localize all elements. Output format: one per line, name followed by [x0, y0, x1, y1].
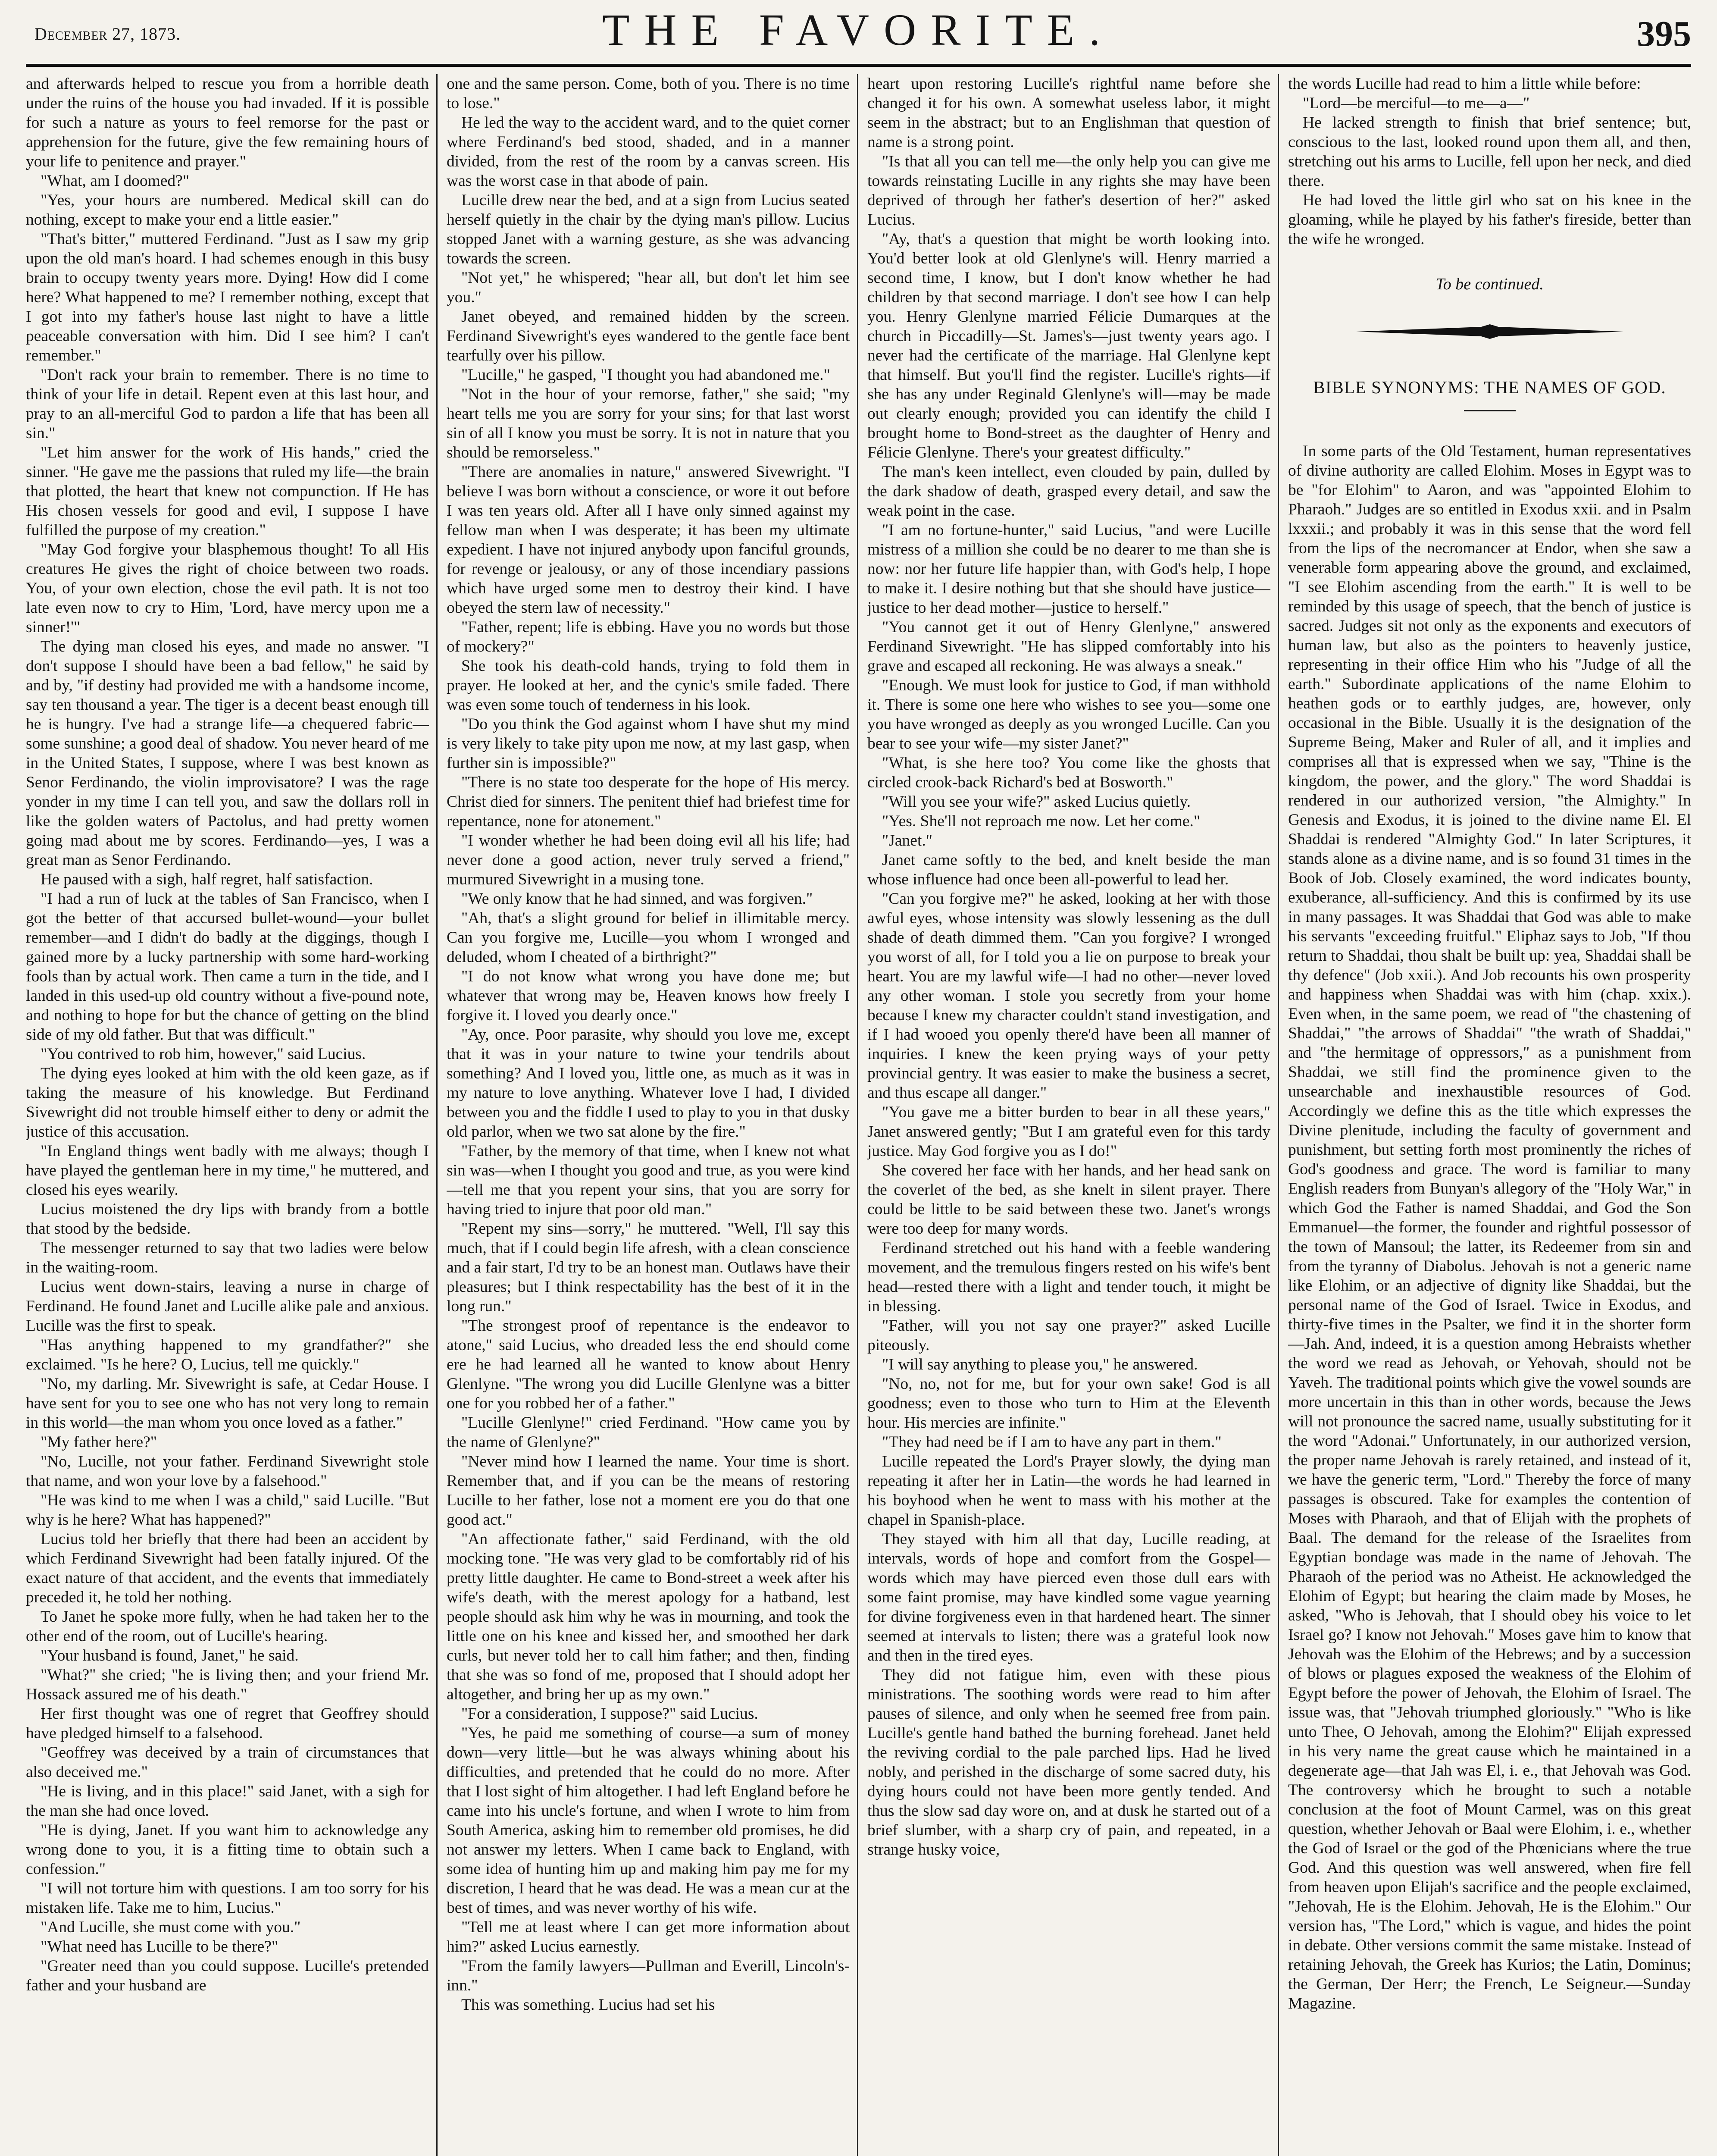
paragraph: "He is dying, Janet. If you want him to acknowledge any wrong done to you, it is a fitting time to obtain such a confession.": [26, 1821, 429, 1878]
paragraph: He paused with a sigh, half regret, half satisfaction.: [41, 871, 373, 888]
paragraph: "Enough. We must look for justice to God, if man withhold it. There is some one here who wishes to see you—some one you have wronged as deeply as you wronged Lucille. Can you bear to see your wife—my sister Janet?": [867, 677, 1270, 752]
ornamental-divider: [1356, 324, 1623, 339]
paragraph: "They had need be if I am to have any part in them.": [882, 1433, 1222, 1451]
paragraph: "Father, will you not say one prayer?" asked Lucille piteously.: [867, 1317, 1270, 1354]
paragraph: "Yes, he paid me something of course—a sum of money down—very little—but he was always whining about his difficulties, and pretended that he could do no more. After that I lost sight of him altogether. I had left England before he came into his uncle's fortune, and when I wrote to him from South America, asking him to remember old promises, he did not answer my letters. When I came back to England, with some idea of hunting him up and making him pay me for my discretion, I heard that he was dead. He was a mean cur at the best of times, and was never worthy of his wife.: [447, 1724, 850, 1917]
paragraph: The dying man closed his eyes, and made no answer. "I don't suppose I should have been a bad fellow," he said by and by, "if destiny had provided me with a handsome income, say ten thousand a year. The tiger is a decent beast enough till he is hungry. I've had a strange life—a chequered fabric—some sunshine; a good deal of shadow. You never heard of me in the United States, I suppose, where I was best known as Senor Ferdinando, the violin improvisatore? I was the rage yonder in my time I can tell you, and saw the dollars roll in like the golden waters of Pactolus, and had pretty women going mad about me by scores. Ferdinando—yes, I was a great man as Senor Ferdinando.: [26, 638, 429, 869]
column-4: [1288, 74, 1691, 2156]
paragraph: "Ah, that's a slight ground for belief in illimitable mercy. Can you forgive me, Lucille—you whom I wronged and deluded, whom I cheated of a birthright?": [447, 909, 850, 966]
paragraph: heart upon restoring Lucille's rightful name before she changed it for his own. A somewhat useless labor, it might seem in the abstract; but to an Englishman that question of name is a strong point.: [867, 75, 1270, 151]
paragraph: "You contrived to rob him, however," said Lucius.: [41, 1045, 366, 1063]
paragraph: "Ay, once. Poor parasite, why should you love me, except that it was in your nature to twine your tendrils about something? And I loved you, little one, as much as it was in my nature to love anything. Whatever love I had, I divided between you and the fiddle I used to play to you in that dusky old parlor, when we two sat alone by the fire.": [447, 1026, 850, 1141]
paragraph: "Don't rack your brain to remember. There is no time to think of your life in detail. Repent even at this last hour, and pray to an all-merciful God to pardon a life that has been all sin.": [26, 366, 429, 442]
column-rule: [857, 74, 858, 2156]
paragraph: Janet obeyed, and remained hidden by the screen. Ferdinand Sivewright's eyes wandered to the gentle face bent tearfully over his pillow.: [447, 308, 850, 364]
paragraph: "May God forgive your blasphemous thought! To all His creatures He gives the right of choice between two roads. You, of your own election, chose the evil path. It is not too late even now to cry to Him, 'Lord, have mercy upon me a sinner!'": [26, 541, 429, 636]
masthead: [0, 0, 1717, 65]
paragraph: "Father, repent; life is ebbing. Have you no words but those of mockery?": [447, 618, 850, 655]
paragraph: He had loved the little girl who sat on his knee in the gloaming, while he played by his father's fireside, better than the wife he wronged.: [1288, 191, 1691, 248]
paragraph: Her first thought was one of regret that Geoffrey should have pledged himself to a falsehood.: [26, 1705, 429, 1742]
paragraph: "We only know that he had sinned, and was forgiven.": [461, 890, 813, 908]
paragraph: and afterwards helped to rescue you from a horrible death under the ruins of the house you had invaded. If it is possible for such a nature as yours to feel remorse for the past or apprehension for the future, give the few remaining hours of your life to penitence and prayer.": [26, 75, 429, 170]
paragraph: "Can you forgive me?" he asked, looking at her with those awful eyes, whose intensity was slowly lessening as the dull shade of death dimmed them. "Can you forgive? I wronged you worst of all, for I told you a lie on purpose to break your heart. You are my lawful wife—I had no other—never loved any other woman. I stole you secretly from your home because I knew my character couldn't stand investigation, and if I had wooed you openly there'd have been all manner of inquiries. I knew the keen prying ways of your petty provincial gentry. It was easier to make the business a secret, and thus escape all danger.": [867, 890, 1270, 1102]
paragraph: "My father here?": [41, 1433, 157, 1451]
paragraph: "Janet.": [882, 832, 933, 849]
column-rule: [436, 74, 438, 2156]
paragraph: "That's bitter," muttered Ferdinand. "Just as I saw my grip upon the old man's hoard. I had schemes enough in this busy brain to occupy twenty years more. Dying! How did I come here? What happened to me? I remember nothing, except that I got into my father's house last night to have a little peaceable conversation with him. Did I see him? I can't remember.": [26, 230, 429, 364]
paragraph: "Lucille," he gasped, "I thought you had abandoned me.": [461, 366, 830, 384]
paragraph: "Is that all you can tell me—the only help you can give me towards reinstating Lucille in any rights she may have been deprived of through her father's desertion of her?" asked Lucius.: [867, 153, 1270, 229]
paragraph: "What, is she here too? You come like the ghosts that circled crook-back Richard's bed at Bosworth.": [867, 754, 1270, 791]
paragraph: "Ay, that's a question that might be worth looking into. You'd better look at old Glenlyne's will. Henry married a second time, I know, but I don't know whether he had children by that second marriage. I don't see how I can help you. Henry Glenlyne married Félicie Dumarques at the church in Piccadilly—St. James's—just twenty years ago. I never had the certificate of the marriage. Hal Glenlyne kept that himself. But you'll find the register. Lucille's rights—if she has any under Reginald Glenlyne's will—may be made out clearly enough; provided you can identify the child I brought home to Bond-street as the daughter of Henry and Félicie Glenlyne. There's your greatest difficulty.": [867, 230, 1270, 461]
columns-area: [26, 74, 1691, 2156]
paragraph: "Will you see your wife?" asked Lucius quietly.: [882, 793, 1191, 811]
paragraph: She took his death-cold hands, trying to fold them in prayer. He looked at her, and the cynic's smile faded. There was even some touch of tenderness in his look.: [447, 657, 850, 714]
paragraph: "Yes. She'll not reproach me now. Let her come.": [882, 812, 1201, 830]
issue-date: December 27, 1873.: [34, 24, 181, 44]
paragraph: "Not in the hour of your remorse, father," she said; "my heart tells me you are sorry for your sins; for that last worst sin of all I know you must be sorry. It is not in nature that you should be remorseless.": [447, 385, 850, 461]
paragraph: "Lucille Glenlyne!" cried Ferdinand. "How came you by the name of Glenlyne?": [447, 1414, 850, 1451]
paragraph: "What, am I doomed?": [41, 172, 190, 190]
column-3: [867, 74, 1270, 2156]
paragraph: "For a consideration, I suppose?" said Lucius.: [461, 1705, 758, 1723]
column-2: [447, 74, 850, 2156]
paragraph: Lucille repeated the Lord's Prayer slowly, the dying man repeating it after her in Latin—the words he had learned in his boyhood when he went to mass with his mother at the chapel in Spanish-place.: [867, 1453, 1270, 1529]
article-title: BIBLE SYNONYMS: THE NAMES OF GOD.: [1313, 377, 1666, 397]
paragraph: "In England things went badly with me always; though I have played the gentleman here in my time," he muttered, and closed his eyes wearily.: [26, 1142, 429, 1199]
paragraph: "I wonder whether he had been doing evil all his life; had never done a good action, never truly served a friend," murmured Sivewright in a musing tone.: [447, 832, 850, 888]
paragraph: "Geoffrey was deceived by a train of circumstances that also deceived me.": [26, 1744, 429, 1781]
paragraph: one and the same person. Come, both of you. There is no time to lose.": [447, 75, 850, 112]
story-conclusion: [1288, 74, 1691, 249]
title-rule: [1464, 410, 1516, 411]
publication-title: THE FAVORITE.: [602, 5, 1115, 55]
paragraph: "An affectionate father," said Ferdinand, with the old mocking tone. "He was very glad to be comfortably rid of his pretty little daughter. He came to Bond-street a week after his wife's death, with the merest apology for a hatband, lest people should ask him why he was in mourning, and took the little one on his knee and kissed her, and smoothed her dark curls, but never told her to call him father; and then, finding that she was so fond of me, proposed that I should adopt her altogether, and bring her up as my own.": [447, 1530, 850, 1703]
paragraph: "Not yet," he whispered; "hear all, but don't let him see you.": [447, 269, 850, 306]
article-body: [1288, 442, 1691, 2013]
paragraph: "No, no, not for me, but for your own sake! God is all goodness; even to those who turn to Him at the Eleventh hour. His mercies are infinite.": [867, 1375, 1270, 1432]
paragraph: Lucius went down-stairs, leaving a nurse in charge of Ferdinand. He found Janet and Lucille alike pale and anxious. Lucille was the first to speak.: [26, 1278, 429, 1335]
paragraph: Lucius moistened the dry lips with brandy from a bottle that stood by the bedside.: [26, 1200, 429, 1238]
paragraph: He lacked strength to finish that brief sentence; but, conscious to the last, looked round upon them all, and then, stretching out his arms to Lucille, fell upon her neck, and died there.: [1288, 114, 1691, 190]
paragraph: He led the way to the accident ward, and to the quiet corner where Ferdinand's bed stood, shaded, and in a manner divided, from the rest of the room by a canvas screen. His was the worst case in that abode of pain.: [447, 114, 850, 190]
paragraph: "Never mind how I learned the name. Your time is short. Remember that, and if you can be the means of restoring Lucille to her father, lose not a moment ere you do that one good act.": [447, 1453, 850, 1529]
paragraph: "No, Lucille, not your father. Ferdinand Sivewright stole that name, and won your love by a falsehood.": [26, 1453, 429, 1490]
paragraph: "Lord—be merciful—to me—a—": [1303, 94, 1530, 112]
paragraph: They did not fatigue him, even with these pious ministrations. The soothing words were read to him after pauses of silence, and only when he seemed free from pain. Lucille's gentle hand bathed the burning forehead. Janet held the reviving cordial to the pale parched lips. Had he lived nobly, and perished in the discharge of some sacred duty, his dying hours could not have been more gently tended. And thus the slow sad day wore on, and at dusk he started out of a brief slumber, with a sharp cry of pain, and repeated, in a strange husky voice,: [867, 1666, 1270, 1858]
paragraph: "Repent my sins—sorry," he muttered. "Well, I'll say this much, that if I could begin life afresh, with a clean conscience and a fair start, I'd try to be an honest man. Outlaws have their pleasures; but I think respectability has the best of it in the long run.": [447, 1220, 850, 1315]
page-number: 395: [1637, 14, 1691, 54]
paragraph: "I will not torture him with questions. I am too sorry for his mistaken life. Take me to him, Lucius.": [26, 1880, 429, 1917]
paragraph: "The strongest proof of repentance is the endeavor to atone," said Lucius, who dreaded less the end should come ere he had learned all he wanted to know about Henry Glenlyne. "The wrong you did Lucille Glenlyne was a bitter one for you robbed her of a father.": [447, 1317, 850, 1412]
paragraph: She covered her face with her hands, and her head sank on the coverlet of the bed, as she knelt in silent prayer. There could be little to be said between these two. Janet's wrongs were too deep for many words.: [867, 1162, 1270, 1238]
paragraph: "You cannot get it out of Henry Glenlyne," answered Ferdinand Sivewright. "He has slipped comfortably into his grave and escaped all reckoning. He was always a sneak.": [867, 618, 1270, 675]
masthead-rule: [26, 64, 1691, 67]
paragraph: "What need has Lucille to be there?": [41, 1938, 278, 1955]
paragraph: "He is living, and in this place!" said Janet, with a sigh for the man she had once loved.: [26, 1783, 429, 1820]
paragraph: The man's keen intellect, even clouded by pain, dulled by the dark shadow of death, grasped every detail, and saw the weak point in the case.: [867, 463, 1270, 520]
paragraph: "From the family lawyers—Pullman and Everill, Lincoln's-inn.": [447, 1957, 850, 1994]
paragraph: This was something. Lucius had set his: [461, 1996, 715, 2014]
paragraph: Janet came softly to the bed, and knelt beside the man whose influence had once been all-powerful to lead her.: [867, 851, 1270, 888]
paragraph: "Your husband is found, Janet," he said.: [41, 1647, 299, 1664]
paragraph: "There are anomalies in nature," answered Sivewright. "I believe I was born without a conscience, or wore it out before I was ten years old. After all I have only sinned against my fellow man when I was desperate; it has been my ultimate expedient. I have not injured anybody upon fanciful grounds, for revenge or jealousy, or any of those incendiary passions which have urged some men to destroy their kind. I have obeyed the stern law of necessity.": [447, 463, 850, 617]
to-be-continued: To be continued.: [1436, 275, 1544, 293]
paragraph: The messenger returned to say that two ladies were below in the waiting-room.: [26, 1239, 429, 1276]
paragraph: "You gave me a bitter burden to bear in all these years," Janet answered gently; "But I am grateful even for this tardy justice. May God forgive you as I do!": [867, 1103, 1270, 1160]
paragraph: "I will say anything to please you," he answered.: [882, 1356, 1198, 1373]
paragraph: "Do you think the God against whom I have shut my mind is very likely to take pity upon me now, at my last gasp, when further sin is impossible?": [447, 715, 850, 772]
paragraph: "And Lucille, she must come with you.": [41, 1918, 301, 1936]
paragraph: "I had a run of luck at the tables of San Francisco, when I got the better of that accursed bullet-wound—your bullet remember—and I didn't do badly at the diggings, though I gained more by a lucky partnership with some hard-working fools than by actual work. Then came a turn in the tide, and I landed in this used-up old country without a five-pound note, and nothing to hope for but the chance of getting on the blind side of my old father. But that was difficult.": [26, 890, 429, 1044]
paragraph: "Tell me at least where I can get more information about him?" asked Lucius earnestly.: [447, 1918, 850, 1955]
paragraph: "What?" she cried; "he is living then; and your friend Mr. Hossack assured me of his death.": [26, 1666, 429, 1703]
paragraph: the words Lucille had read to him a little while before:: [1288, 75, 1641, 93]
paragraph: The dying eyes looked at him with the old keen gaze, as if taking the measure of his knowledge. But Ferdinand Sivewright did not trouble himself either to deny or admit the justice of this accusation.: [26, 1065, 429, 1141]
paragraph: Ferdinand stretched out his hand with a feeble wandering movement, and the tremulous fingers rested on his wife's bent head—rested there with a light and tender touch, it might be in blessing.: [867, 1239, 1270, 1315]
paragraph: "Yes, your hours are numbered. Medical skill can do nothing, except to make your end a little easier.": [26, 191, 429, 229]
paragraph: Lucius told her briefly that there had been an accident by which Ferdinand Sivewright had been fatally injured. Of the exact nature of that accident, and the events that immediately preceded it, he told her nothing.: [26, 1530, 429, 1606]
column-rule: [1278, 74, 1279, 2156]
paragraph: "He was kind to me when I was a child," said Lucille. "But why is he here? What has happened?": [26, 1492, 429, 1529]
paragraph: "I do not know what wrong you have done me; but whatever that wrong may be, Heaven knows how freely I forgive it. I loved you dearly once.": [447, 968, 850, 1024]
paragraph: In some parts of the Old Testament, human representatives of divine authority are called Elohim. Moses in Egypt was to be "for Elohim" to Aaron, and was "appointed Elohim to Pharaoh." Judges are so entitled in Exodus xxii. and in Psalm lxxxii.; and probably it was in this sense that the word fell from the lips of the necromancer at Endor, when she saw a venerable form appearing above the ground, and exclaimed, "I see Elohim ascending from the earth." It is well to be reminded by this usage of speech, that the bench of justice is sacred. Judges sit not only as the exponents and executors of human law, but also as the pointers to heavenly justice, representing in their office Him who his "Judge of all the earth." Subordinate applications of the name Elohim to heathen gods or to earthly judges, are, however, only occasional in the Bible. Usually it is the designation of the Supreme Being, Maker and Ruler of all, and it implies and comprises all that is expressed when we say, "Thine is the kingdom, the power, and the glory." The word Shaddai is rendered in our authorized version, "the Almighty." In Genesis and Exodus, it is joined to the divine name El. El Shaddai is rendered "Almighty God." In later Scriptures, it stands alone as a divine name, and is so found 31 times in the Book of Job. Closely examined, the word indicates bounty, exuberance, all-sufficiency. And this is confirmed by its use in many passages. It was Shaddai that God was able to make his servants "exceeding fruitful." Eliphaz says to Job, "If thou return to Shaddai, thou shalt be built up: yea, Shaddai shall be thy defence" (Job xxii.). And Job recounts his own prosperity and happiness when Shaddai was with him (chap. xxix.). Even when, in the same poem, we read of "the chastening of Shaddai," "the arrows of Shaddai" "the wrath of Shaddai," and "the hermitage of oppressors," as a punishment from Shaddai, we still find the prominence given to the unsearchable and inexhaustible resources of God. Accordingly we define this as the title which expresses the Divine plenitude, including the faculty of government and punishment, but setting forth most prominently the riches of God's goodness and grace. The word is familiar to many English readers from Bunyan's allegory of the "Holy War," in which God the Father is named Shaddai, and God the Son Emmanuel—the former, the founder and rightful possessor of the town of Mansoul; the latter, its Redeemer from sin and from the tyranny of Diabolus. Jehovah is not a generic name like Elohim, or an adjective of dignity like Shaddai, but the personal name of the God of Israel. Twice in Exodus, and thirty-five times in the Psalter, we find it in the shorter form—Jah. And, indeed, it is a question among Hebraists whether the word we read as Jehovah, or Yehovah, should not be Yaveh. The traditional points which give the vowel sounds are more uncertain in this than in other words, because the Jews will not pronounce the sacred name, usually substituting for it the word "Adonai." Unfortunately, in our authorized version, the proper name Jehovah is rarely retained, and instead of it, we have the generic term, "Lord." Thereby the force of many passages is obscured. Take for examples the contention of Moses with Pharaoh, and that of Elijah with the prophets of Baal. The demand for the release of the Israelites from Egyptian bondage was made in the name of Jehovah. The Pharaoh of the period was no Atheist. He acknowledged the Elohim of Egypt; but hearing the claim made by Moses, he asked, "Who is Jehovah, that I should obey his voice to let Israel go? I know not Jehovah." Moses gave him to know that Jehovah was the Elohim of the Hebrews; and by a succession of blows or plagues exposed the weakness of the Elohim of Egypt before the power of Jehovah, the Elohim of Israel. The issue was, that "Jehovah triumphed gloriously." "Who is like unto Thee, O Jehovah, among the Elohim?" Elijah expressed in his very name the great cause which he maintained in a degenerate age—that Jah was El, i. e., that Jehovah was God. The controversy which he brought to such a notable conclusion at the foot of Mount Carmel, was on this great question, whether Jehovah or Baal were Elohim, i. e., whether the God of Israel or the god of the Phœnicians where the true God. And this question was well answered, when fire fell from heaven upon Elijah's sacrifice and the people exclaimed, "Jehovah, He is the Elohim. Jehovah, He is the Elohim." Our version has, "The Lord," which is vague, and hides the point in debate. Other versions commit the same mistake. Instead of retaining Jehovah, the Greek has Kurios; the Latin, Dominus; the German, Der Herr; the French, Le Seigneur.—Sunday Magazine.: [1288, 442, 1691, 2012]
paragraph: "Has anything happened to my grandfather?" she exclaimed. "Is he here? O, Lucius, tell me quickly.": [26, 1336, 429, 1373]
paragraph: "Let him answer for the work of His hands," cried the sinner. "He gave me the passions that ruled my life—the brain that plotted, the heart that knew not compunction. If He has His chosen vessels for good and evil, I suppose I have fulfilled the purpose of my creation.": [26, 444, 429, 539]
paragraph: "Father, by the memory of that time, when I knew not what sin was—when I thought you good and true, as you were kind—tell me that you repent your sins, that you are sorry for having tried to injure that poor old man.": [447, 1142, 850, 1218]
column-1: [26, 74, 429, 2156]
paragraph: "Greater need than you could suppose. Lucille's pretended father and your husband are: [26, 1957, 429, 1994]
paragraph: To Janet he spoke more fully, when he had taken her to the other end of the room, out of Lucille's hearing.: [26, 1608, 429, 1645]
paragraph: They stayed with him all that day, Lucille reading, at intervals, words of hope and comfort from the Gospel—words which may have pierced even those dull ears with some faint promise, may have kindled some vague yearning for divine forgiveness even in that hardened heart. The sinner seemed at intervals to listen; there was a grateful look now and then in the tired eyes.: [867, 1530, 1270, 1664]
paragraph: "No, my darling. Mr. Sivewright is safe, at Cedar House. I have sent for you to see one who has not very long to remain in this world—the man whom you once loved as a father.": [26, 1375, 429, 1432]
paragraph: Lucille drew near the bed, and at a sign from Lucius seated herself quietly in the chair by the dying man's pillow. Lucius stopped Janet with a warning gesture, as she was advancing towards the screen.: [447, 191, 850, 267]
paragraph: "There is no state too desperate for the hope of His mercy. Christ died for sinners. The penitent thief had briefest time for repentance, none for atonement.": [447, 774, 850, 830]
paragraph: "I am no fortune-hunter," said Lucius, "and were Lucille mistress of a million she could be no dearer to me than she is now: nor her future life happier than, with God's help, I hope to make it. I desire nothing but that she should have justice—justice to her dead mother—justice to herself.": [867, 521, 1270, 617]
